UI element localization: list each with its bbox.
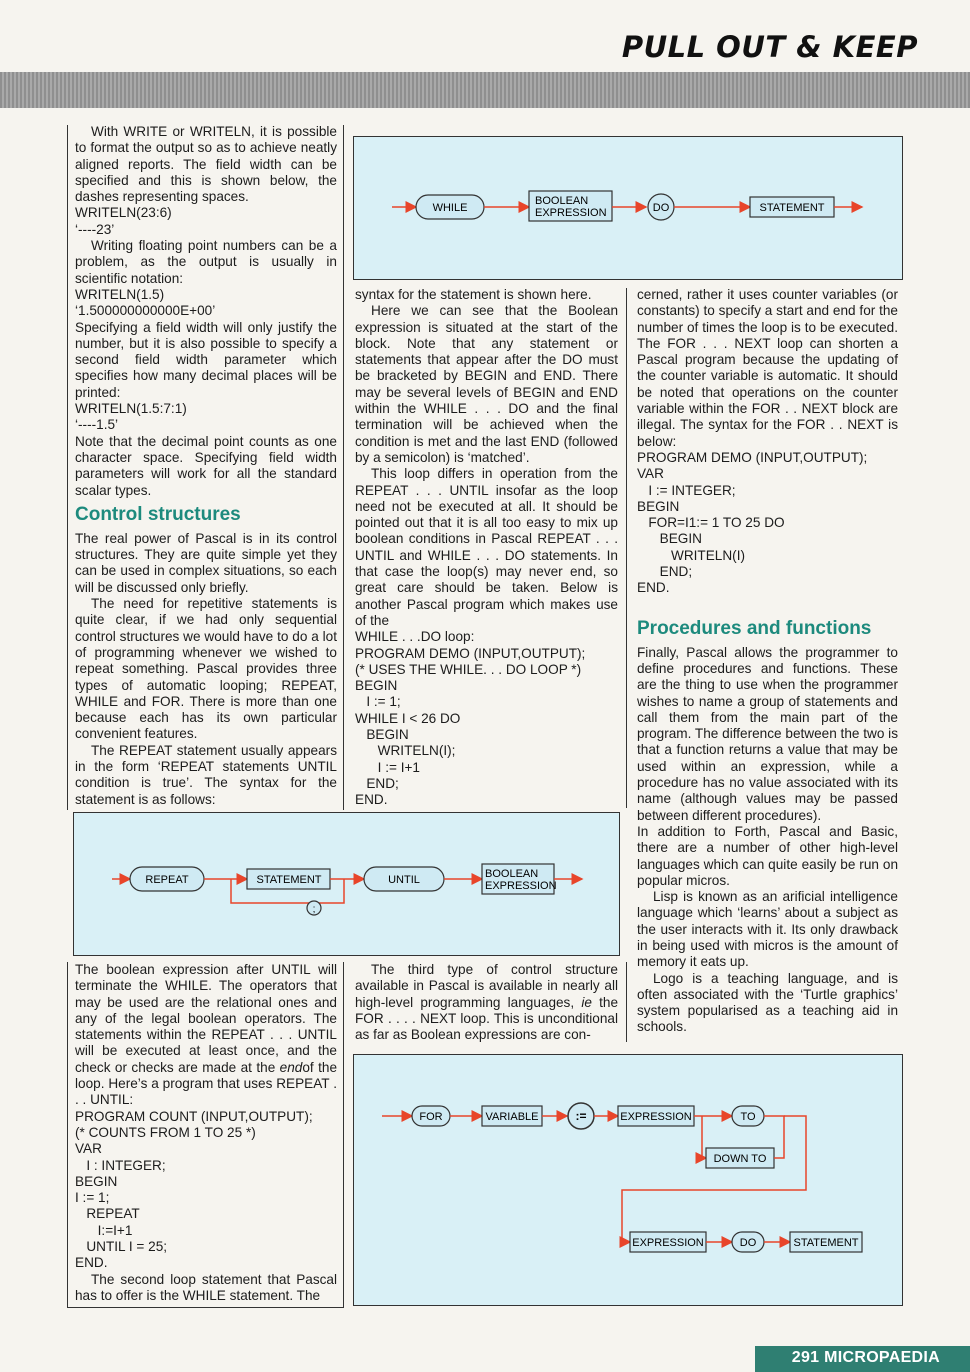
bottom-rule: [67, 1307, 344, 1308]
section-heading: Procedures and functions: [637, 617, 872, 639]
paragraph-text: The boolean expression after UNTIL will terminate the WHILE. The operators that may be used are the relational ones and any of the legal boolean operators. The statements within the REPEAT . . . UNTIL will be executed at least once, and the check or checks are made at the: [75, 962, 337, 1075]
do-keyword: DO: [652, 202, 670, 214]
column-rule: [626, 288, 627, 808]
bottom-mid-column: [355, 962, 618, 1043]
paragraph: syntax for the statement is shown here.: [355, 287, 592, 302]
expression-label: EXPRESSION: [485, 880, 557, 892]
expression-label-2: EXPRESSION: [632, 1237, 704, 1249]
for-keyword: FOR: [419, 1111, 443, 1123]
column-rule: [343, 962, 344, 1307]
column-rule: [343, 125, 344, 810]
paragraph: The need for repetitive statements is quite clear, if we had only sequential control structures we would have to do a lot of programming whenever we wished to repeat something. Pascal provides three types of automatic looping; REPEAT, WHILE and FOR. There is more than one because each has its own particular convenient features.: [75, 596, 337, 742]
paragraph: In addition to Forth, Pascal and Basic, there are a number of other high-level languages which can quite easily be run on popular micros.: [637, 823, 898, 888]
paragraph: Note that the decimal point counts as one character space. Specifying field width parameters will work for all the standard scalar types.: [75, 433, 337, 498]
emphasis: end: [279, 1059, 303, 1075]
statement-label: STATEMENT: [793, 1237, 859, 1249]
paragraph: Finally, Pascal allows the programmer to define procedures and functions. These are the thing to use when the programmer wishes to name a group of statements and call them from the main part of the program. The difference between the two is that a function returns a value that may be used within an expression, while a procedure has no value associated with its name (although values may be passed between different procedures).: [637, 644, 898, 823]
to-keyword: TO: [740, 1111, 756, 1123]
header-band: [0, 72, 970, 108]
boolean-label: BOOLEAN: [485, 868, 539, 880]
boolean-label: BOOLEAN: [535, 195, 589, 207]
paragraph: The real power of Pascal is in its control structures. They are quite simple yet they can be used in complex situations, so each will be discussed only briefly.: [75, 530, 337, 595]
repeat-syntax-diagram: [73, 812, 620, 956]
column-3: [637, 287, 898, 1036]
while-syntax-diagram: [353, 136, 903, 280]
code-example: PROGRAM DEMO (INPUT,OUTPUT); VAR I := INTEGER; BEGIN FOR=I1:= 1 TO 25 DO BEGIN WRITELN(I) END; END.: [637, 449, 868, 596]
paragraph: Logo is a teaching language, and is often associated with the ‘Turtle graphics’ system popularised as a teaching aid in schools.: [637, 970, 898, 1035]
paragraph: The second loop statement that Pascal has to offer is the WHILE statement. The: [75, 1271, 337, 1303]
column-rule: [67, 962, 68, 1307]
paragraph-text: the FOR . . . . NEXT loop. This is unconditional as far as Boolean expressions are con-: [355, 994, 619, 1043]
while-diagram-svg: [354, 137, 902, 279]
paragraph: Writing floating point numbers can be a problem, as the output is usually in scientific notation:: [75, 238, 337, 286]
code-example: WRITELN(1.5:7:1) ‘----1.5’: [75, 401, 187, 433]
section-heading: Control structures: [75, 503, 241, 525]
statement-label: STATEMENT: [256, 874, 322, 886]
code-example: PROGRAM COUNT (INPUT,OUTPUT); (* COUNTS FROM 1 TO 25 *) VAR I : INTEGER; BEGIN I := 1; REPEAT I:=I+1 UNTIL I = 25; END.: [75, 1108, 313, 1271]
paragraph: This loop differs in operation from the REPEAT . . . UNTIL insofar as the loop need not be executed at all. It should be pointed out that it is all too easy to mix up boolean conditions in Pascal REPEAT . . . UNTIL and WHILE . . . DO statements. In that case the loop(s) may never end, so great care should be taken. Below is another Pascal program which makes use of the: [355, 466, 618, 628]
column-rule: [626, 962, 627, 1042]
do-keyword: DO: [739, 1237, 757, 1249]
code-example: WRITELN(23:6) ‘----23’: [75, 205, 172, 237]
paragraph: Here we can see that the Boolean expression is situated at the start of the block. Note that any statement or statements that appear after the DO must be bracketed by BEGIN and END. There may be several levels of BEGIN and END within the WHILE . . . DO and the final termination will be achieved when the condition is met and the last END (followed by a semicolon) is ‘matched’.: [355, 303, 618, 465]
paragraph: cerned, rather it uses counter variables (or constants) to specify a start and end for the number of times the loop is to be executed. The FOR . . . NEXT loop can shorten a Pascal program because the updating of the counter variable is automatic. It should be noted that operations on the counter variable within the FOR . . NEXT block are illegal. The syntax for the FOR . . NEXT is below:: [637, 287, 898, 449]
until-keyword: UNTIL: [388, 874, 420, 886]
assign-operator: :=: [575, 1109, 587, 1123]
paragraph: [75, 962, 337, 1109]
paragraph: With WRITE or WRITELN, it is possible to format the output so as to achieve neatly aligned reports. The field width can be specified and this is shown below, the dashes representing spaces.: [75, 124, 337, 205]
downto-keyword: DOWN TO: [713, 1153, 767, 1165]
for-syntax-diagram: [353, 1054, 903, 1306]
page-header-title: PULL OUT & KEEP: [621, 30, 918, 64]
repeat-keyword: REPEAT: [145, 874, 189, 886]
while-keyword: WHILE: [432, 202, 468, 214]
column-2: [355, 287, 618, 809]
page-number: 291 MICROPAEDIA: [791, 1349, 940, 1366]
semicolon-symbol: ;: [312, 904, 316, 915]
paragraph-text: of the loop. Here’s a program that uses REPEAT . . . UNTIL:: [75, 1059, 338, 1108]
paragraph-text: The third type of control structure available in Pascal is available in nearly all high-level programming languages,: [355, 962, 618, 1010]
for-diagram-svg: [354, 1055, 902, 1305]
emphasis: ie: [581, 994, 592, 1010]
column-1: [75, 124, 337, 808]
bottom-left-column: [75, 962, 337, 1304]
code-example: WHILE . . .DO loop: PROGRAM DEMO (INPUT,OUTPUT); (* USES THE WHILE. . . DO LOOP *) BEGIN I := 1; WHILE I < 26 DO BEGIN WRITELN(I); I := I+1 END; END.: [355, 629, 586, 808]
paragraph: Lisp is known as an arificial intelligence language which ‘learns’ about a subject as the user interacts with it. Its only drawback in being used with micros is the amount of memory it eats up.: [637, 889, 898, 970]
paragraph: [355, 962, 618, 1043]
paragraph: Specifying a field width will only justify the number, but it is also possible to specify a second field width parameter which specifies how many decimal places will be printed:: [75, 319, 337, 400]
expression-label: EXPRESSION: [535, 207, 607, 219]
statement-label: STATEMENT: [759, 202, 825, 214]
code-example: WRITELN(1.5) ‘1.500000000000E+00’: [75, 286, 216, 319]
paragraph: The REPEAT statement usually appears in the form ‘REPEAT statements UNTIL condition is true’. The syntax for the statement is as follows:: [75, 742, 337, 807]
variable-label: VARIABLE: [485, 1111, 539, 1123]
expression-label: EXPRESSION: [620, 1111, 692, 1123]
repeat-diagram-svg: [74, 813, 619, 955]
column-rule: [67, 125, 68, 810]
